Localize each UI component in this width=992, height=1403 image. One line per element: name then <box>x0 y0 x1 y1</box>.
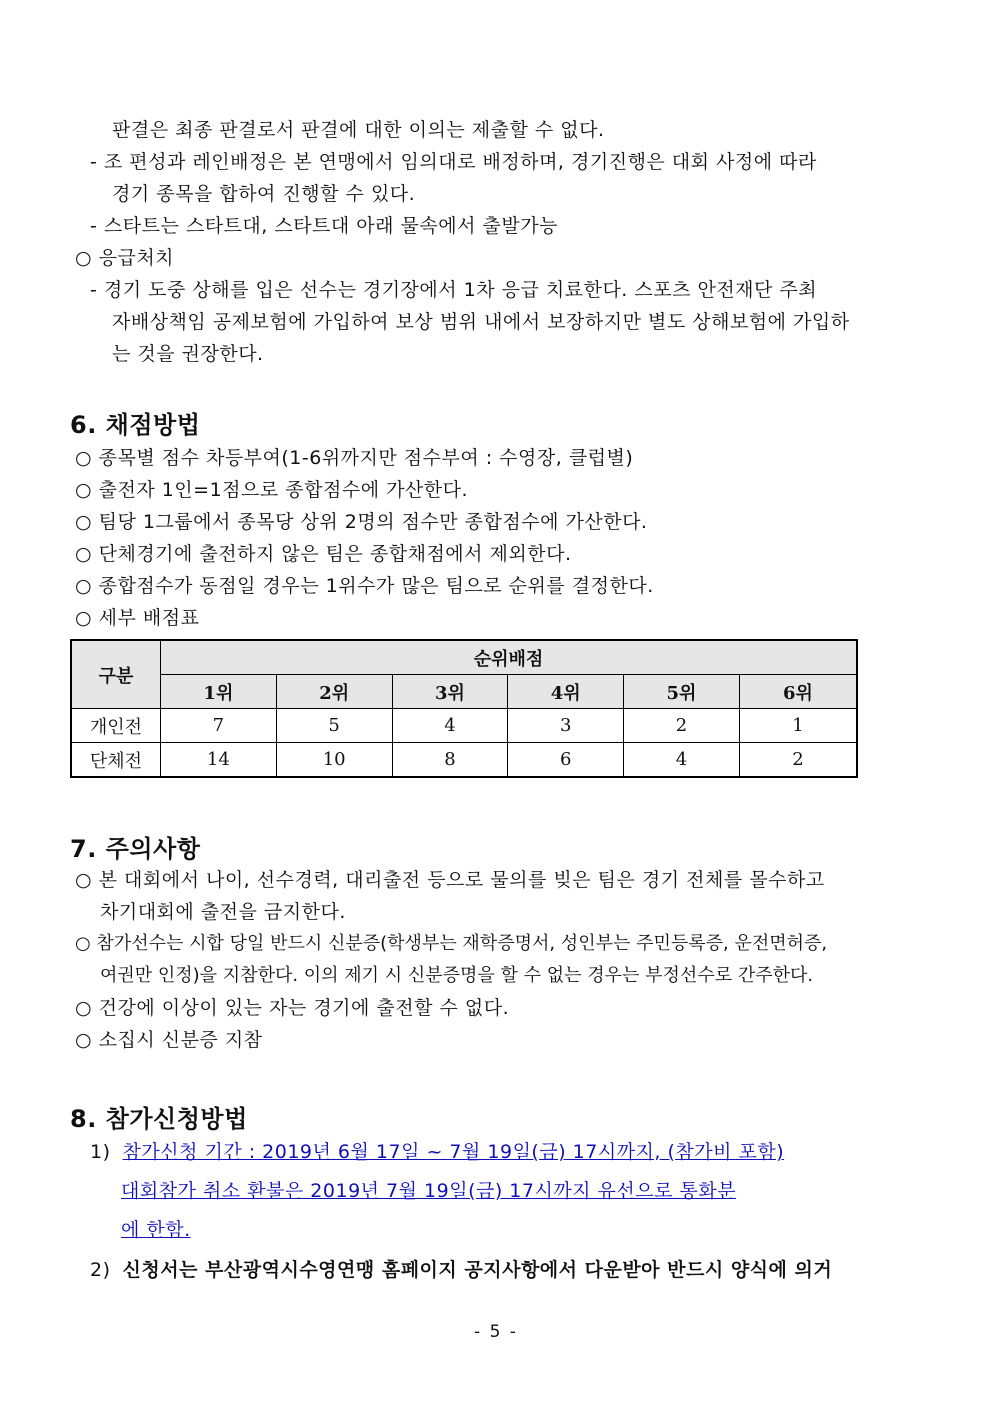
row-label-cell: 개인전 <box>71 709 161 743</box>
row-label-cell: 단체전 <box>71 743 161 778</box>
table-cell: 4 <box>392 709 508 743</box>
table-cell: 5 <box>276 709 392 743</box>
bullet-item: ○ 소집시 신분증 지참 <box>75 1029 263 1051</box>
text-line <box>121 1177 736 1205</box>
text-line: - 스타트는 스타트대, 스타트대 아래 물속에서 출발가능 <box>90 215 558 237</box>
bullet-item: ○ 본 대회에서 나이, 선수경력, 대리출전 등으로 물의를 빚은 팀은 경기 전체를 몰수하고 <box>75 869 825 891</box>
item-number: 2) <box>90 1259 111 1281</box>
bullet-item: ○ 세부 배점표 <box>75 607 200 629</box>
section-heading: 7. 주의사항 <box>70 835 201 863</box>
table-cell: 7 <box>161 709 277 743</box>
rank-header-cell: 2위 <box>276 675 392 709</box>
item-number: 1) <box>90 1141 111 1163</box>
text-line: 판결은 최종 판결로서 판결에 대한 이의는 제출할 수 없다. <box>112 119 605 141</box>
refund-notice-link[interactable]: 대회참가 취소 환불은 2019년 7월 19일(금) 17시까지 유선으로 통화분 <box>121 1180 737 1202</box>
rank-header-cell: 6위 <box>739 675 857 709</box>
application-period-link[interactable]: 참가신청 기간 : 2019년 6월 17일 ~ 7월 19일(금) 17시까지, (참가비 포함) <box>122 1141 785 1163</box>
refund-notice-link[interactable]: 에 한함. <box>121 1219 191 1241</box>
text-line <box>121 1216 191 1244</box>
group-header-cell: 순위배점 <box>161 640 858 675</box>
numbered-item <box>90 1256 832 1284</box>
section-heading: 8. 참가신청방법 <box>70 1105 248 1133</box>
rank-header-cell: 1위 <box>161 675 277 709</box>
table-cell: 3 <box>508 709 624 743</box>
text-line: 자배상책임 공제보험에 가입하여 보상 범위 내에서 보장하지만 별도 상해보험에 가입하 <box>112 311 850 333</box>
bullet-item: ○ 참가선수는 시합 당일 반드시 신분증(학생부는 재학증명서, 성인부는 주민등록증, 운전면허증, <box>75 933 828 954</box>
bullet-item: ○ 종목별 점수 차등부여(1-6위까지만 점수부여 : 수영장, 클럽별) <box>75 447 634 469</box>
score-table <box>70 639 858 778</box>
bullet-item: ○ 출전자 1인=1점으로 종합점수에 가산한다. <box>75 479 469 501</box>
table-cell: 2 <box>624 709 740 743</box>
table-cell: 10 <box>276 743 392 778</box>
rank-header-cell: 4위 <box>508 675 624 709</box>
bullet-item: ○ 팀당 1그룹에서 종목당 상위 2명의 점수만 종합점수에 가산한다. <box>75 511 648 533</box>
bullet-item: ○ 종합점수가 동점일 경우는 1위수가 많은 팀으로 순위를 결정한다. <box>75 575 654 597</box>
table-cell: 1 <box>739 709 857 743</box>
table-cell: 2 <box>739 743 857 778</box>
rank-header-cell: 3위 <box>392 675 508 709</box>
page-number: - 5 - <box>474 1322 518 1342</box>
table-cell: 14 <box>161 743 277 778</box>
numbered-item <box>90 1138 784 1166</box>
text-line: 여권만 인정)을 지참한다. 이의 제기 시 신분증명을 할 수 없는 경우는 부정선수로 간주한다. <box>100 965 814 986</box>
table-cell: 6 <box>508 743 624 778</box>
text-line: 는 것을 권장한다. <box>112 343 264 365</box>
table-row <box>71 709 857 743</box>
table-cell: 8 <box>392 743 508 778</box>
text-line: 경기 종목을 합하여 진행할 수 있다. <box>112 183 416 205</box>
table-header-row <box>71 640 857 675</box>
rank-header-cell: 5위 <box>624 675 740 709</box>
text-line: - 조 편성과 레인배정은 본 연맹에서 임의대로 배정하며, 경기진행은 대회 사정에 따라 <box>90 151 817 173</box>
section-heading: 6. 채점방법 <box>70 411 201 439</box>
item-text: 신청서는 부산광역시수영연맹 홈페이지 공지사항에서 다운받아 반드시 양식에 의거 <box>122 1259 833 1281</box>
table-row <box>71 743 857 778</box>
bullet-item: ○ 응급처치 <box>75 247 175 269</box>
table-header-row <box>71 675 857 709</box>
text-line: - 경기 도중 상해를 입은 선수는 경기장에서 1차 응급 치료한다. 스포츠 안전재단 주최 <box>90 279 818 301</box>
table-cell: 4 <box>624 743 740 778</box>
bullet-item: ○ 건강에 이상이 있는 자는 경기에 출전할 수 없다. <box>75 997 510 1019</box>
row-header-cell: 구분 <box>71 640 161 709</box>
text-line: 차기대회에 출전을 금지한다. <box>100 901 346 923</box>
bullet-item: ○ 단체경기에 출전하지 않은 팀은 종합채점에서 제외한다. <box>75 543 572 565</box>
